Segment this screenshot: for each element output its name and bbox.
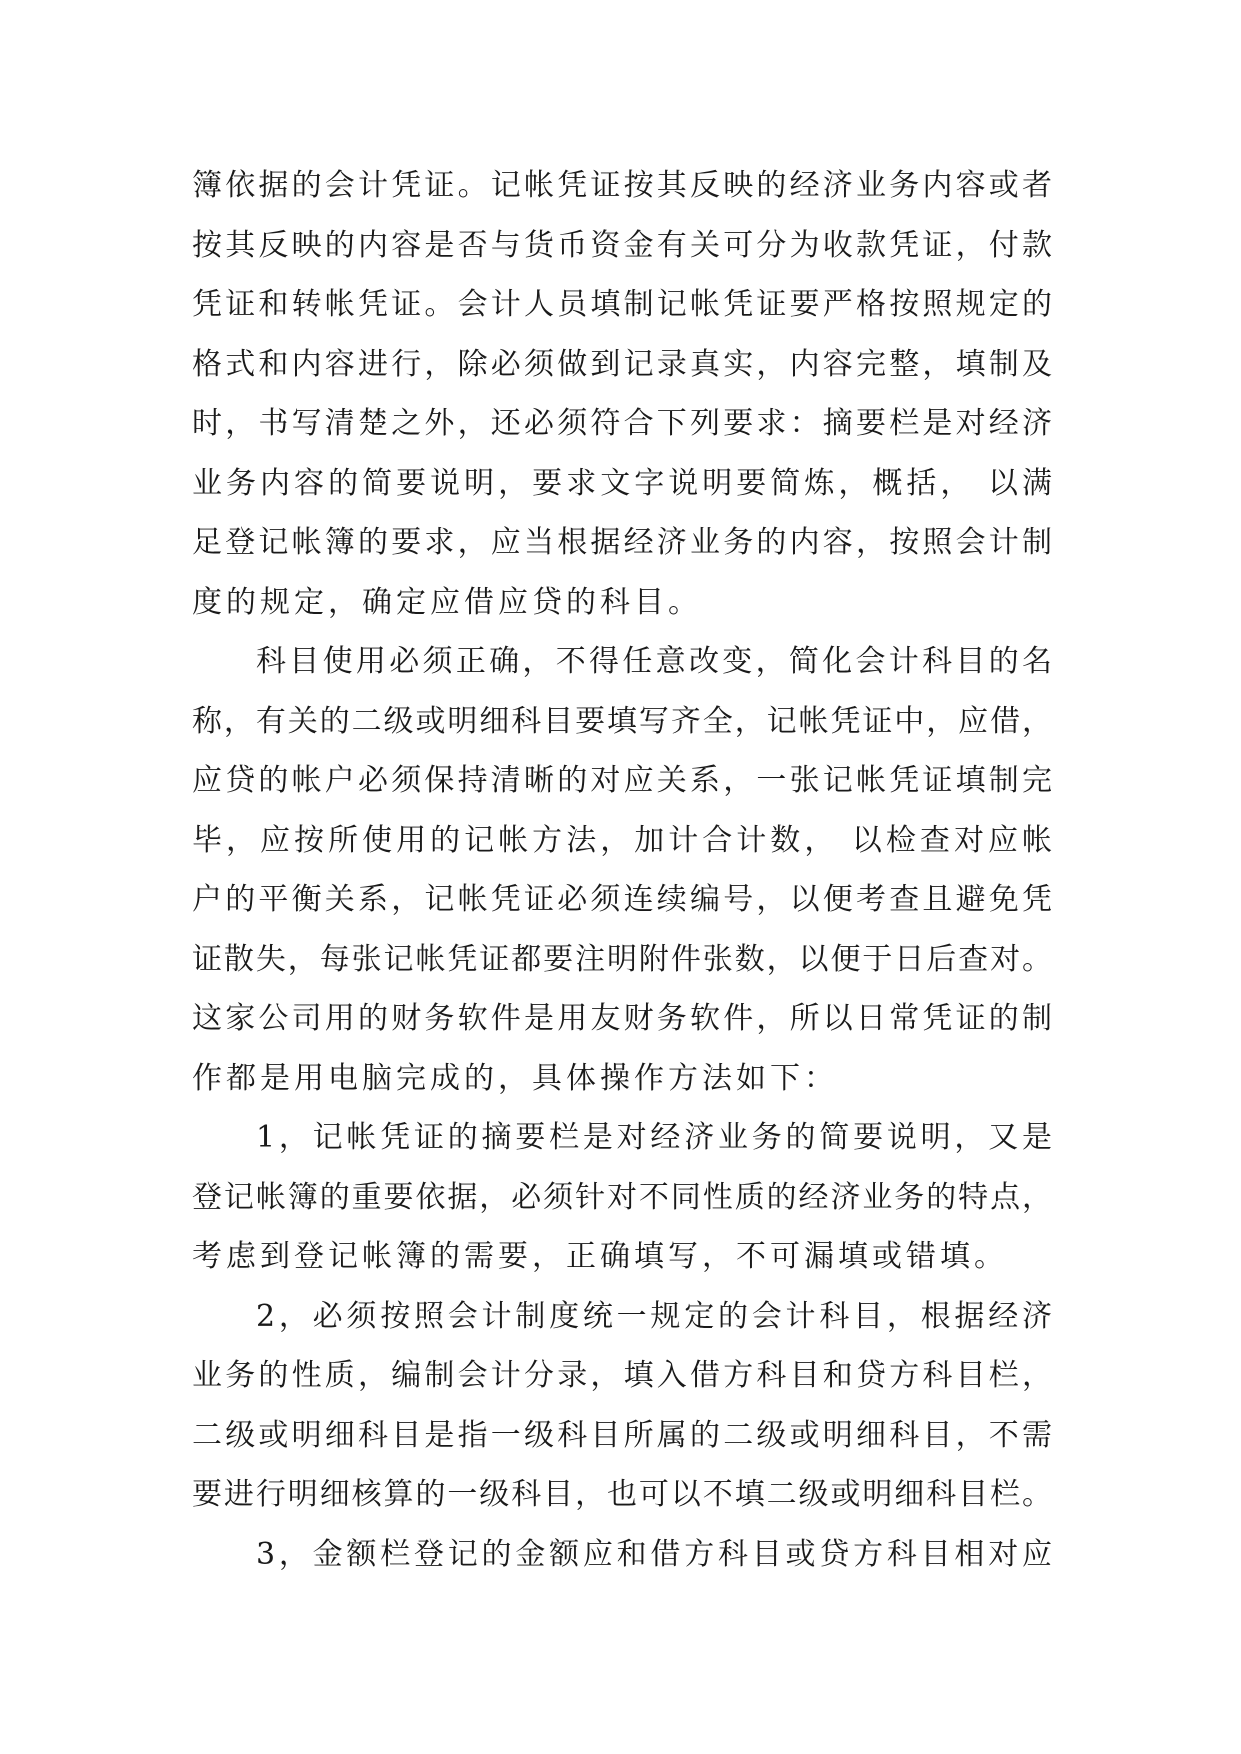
text-line: 应贷的帐户必须保持清晰的对应关系，一张记帐凭证填制完: [192, 763, 1052, 798]
text-line: 时，书写清楚之外，还必须符合下列要求：摘要栏是对经济: [192, 406, 1052, 441]
paragraph-first-line: 3，金额栏登记的金额应和借方科目或贷方科目相对应: [256, 1536, 1052, 1572]
text-line: 要进行明细核算的一级科目，也可以不填二级或明细科目栏。: [192, 1477, 1052, 1512]
paragraph-first-line: 科目使用必须正确，不得任意改变，简化会计科目的名: [256, 644, 1052, 679]
text-line: 登记帐簿的重要依据，必须针对不同性质的经济业务的特点，: [192, 1179, 1052, 1215]
text-line: 簿依据的会计凭证。记帐凭证按其反映的经济业务内容或者: [192, 168, 1052, 203]
text-line: 作都是用电脑完成的，具体操作方法如下：: [192, 1060, 838, 1096]
paragraph-first-line: 2，必须按照会计制度统一规定的会计科目，根据经济: [256, 1298, 1052, 1334]
text-line: 按其反映的内容是否与货币资金有关可分为收款凭证，付款: [192, 227, 1052, 263]
text-line: 证散失，每张记帐凭证都要注明附件张数，以便于日后查对。: [192, 941, 1052, 977]
text-line: 称，有关的二级或明细科目要填写齐全，记帐凭证中，应借，: [192, 703, 1052, 739]
text-line: 业务的性质，编制会计分录，填入借方科目和贷方科目栏，: [192, 1358, 1052, 1393]
text-line: 足登记帐簿的要求，应当根据经济业务的内容，按照会计制: [192, 525, 1052, 560]
text-line: 格式和内容进行，除必须做到记录真实，内容完整，填制及: [192, 346, 1052, 382]
text-line: 户的平衡关系，记帐凭证必须连续编号，以便考查且避免凭: [192, 882, 1052, 917]
text-line: 这家公司用的财务软件是用友财务软件，所以日常凭证的制: [192, 1001, 1052, 1036]
text-line: 考虑到登记帐簿的需要，正确填写，不可漏填或错填。: [192, 1239, 1008, 1274]
paragraph-first-line: 1，记帐凭证的摘要栏是对经济业务的简要说明，又是: [256, 1120, 1052, 1155]
text-line: 二级或明细科目是指一级科目所属的二级或明细科目，不需: [192, 1417, 1052, 1453]
text-line: 度的规定，确定应借应贷的科目。: [192, 584, 702, 620]
text-line: 业务内容的简要说明，要求文字说明要简炼，概括， 以满: [192, 465, 1052, 501]
document-body: [192, 156, 1052, 1584]
text-line: 凭证和转帐凭证。会计人员填制记帐凭证要严格按照规定的: [192, 287, 1052, 322]
text-line: 毕，应按所使用的记帐方法，加计合计数， 以检查对应帐: [192, 822, 1052, 858]
